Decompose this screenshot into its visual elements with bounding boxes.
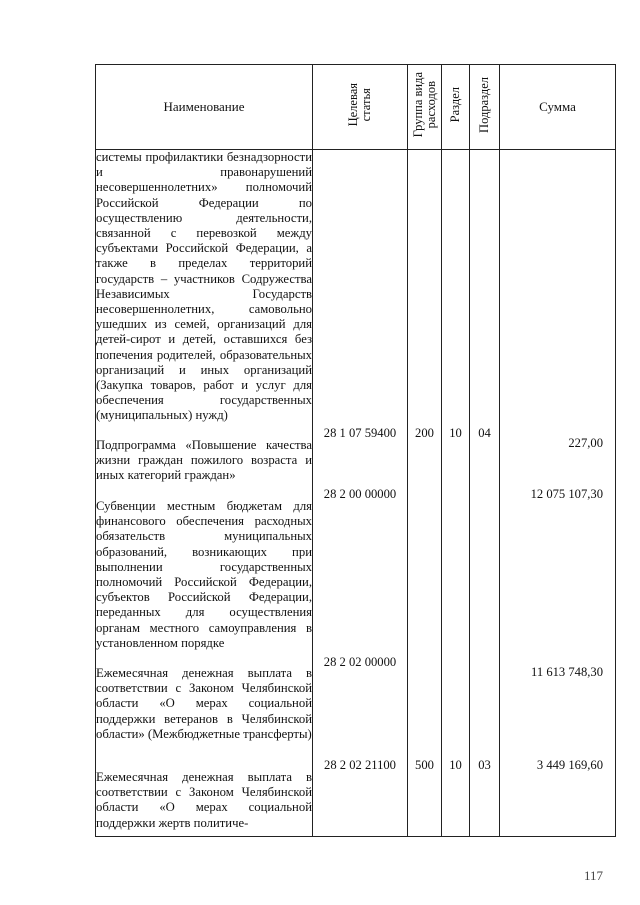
name-column	[96, 150, 313, 837]
row-1-target: 28 1 07 59400	[323, 426, 397, 440]
row-4-group: 500	[415, 758, 434, 772]
row-2-name: Подпрограмма «Повышение качества жизни граждан пожилого возраста и иных категорий граждан»	[96, 438, 312, 483]
target-column	[313, 150, 408, 837]
row-1-subsection: 04	[478, 426, 491, 440]
page-number: 117	[584, 868, 604, 883]
row-4-name: Ежемесячная денежная выплата в соответствии с Законом Челябинской области «О мерах социальной поддержки ветеранов в Челябинской области» (Межбюджетные трансферты)	[96, 666, 312, 741]
header-group: Группа вида расходов	[408, 65, 442, 150]
row-4-target: 28 2 02 21100	[324, 758, 396, 772]
row-4-section: 10	[449, 758, 462, 772]
row-1-sum: 227,00	[568, 436, 603, 450]
row-1-name: системы профилактики безнадзорности и правонарушений несовершеннолетних» полномочий Российской Федерации по осуществлению деятельности, связанной с перевозкой между субъектами Российской Федерации, а также в пределах территорий государств – участников Содружества Независимых Государств несовершеннолетних, самовольно ушедших из семей, организаций для детей-сирот и детей, оставшихся без попечения родителей, образовательных организаций и иных организаций (Закупка товаров, работ и услуг для обеспечения государственных (муниципальных) нужд)	[96, 150, 312, 423]
row-4-sum: 3 449 169,60	[536, 758, 603, 772]
row-5-name: Ежемесячная денежная выплата в соответствии с Законом Челябинской области «О мерах социальной поддержки жертв политиче-	[96, 770, 312, 830]
row-1-section: 10	[449, 426, 462, 440]
group-column	[408, 150, 442, 837]
header-subsection: Подраздел	[470, 65, 500, 150]
row-2-sum: 12 075 107,30	[530, 487, 603, 501]
row-3-sum: 11 613 748,30	[531, 665, 603, 679]
row-3-name: Субвенции местным бюджетам для финансового обеспечения расходных обязательств муниципальных образований, возникающих при выполнении государственных полномочий Российской Федерации, субъектов Российской Федерации, переданных для осуществления органам местного самоуправления в установленном порядке	[96, 499, 312, 650]
row-4-subsection: 03	[478, 758, 491, 772]
row-2-target: 28 2 00 00000	[323, 487, 397, 501]
section-column	[442, 150, 470, 837]
table-body-row	[96, 150, 616, 837]
sum-column	[500, 150, 616, 837]
row-1-group: 200	[415, 426, 434, 440]
subsection-column	[470, 150, 500, 837]
table-header-row	[96, 65, 616, 150]
header-name: Наименование	[96, 65, 313, 150]
header-section: Раздел	[442, 65, 470, 150]
row-3-target: 28 2 02 00000	[323, 655, 397, 669]
budget-table	[95, 64, 616, 837]
header-sum: Сумма	[500, 65, 616, 150]
header-target: Целевая статья	[313, 65, 408, 150]
